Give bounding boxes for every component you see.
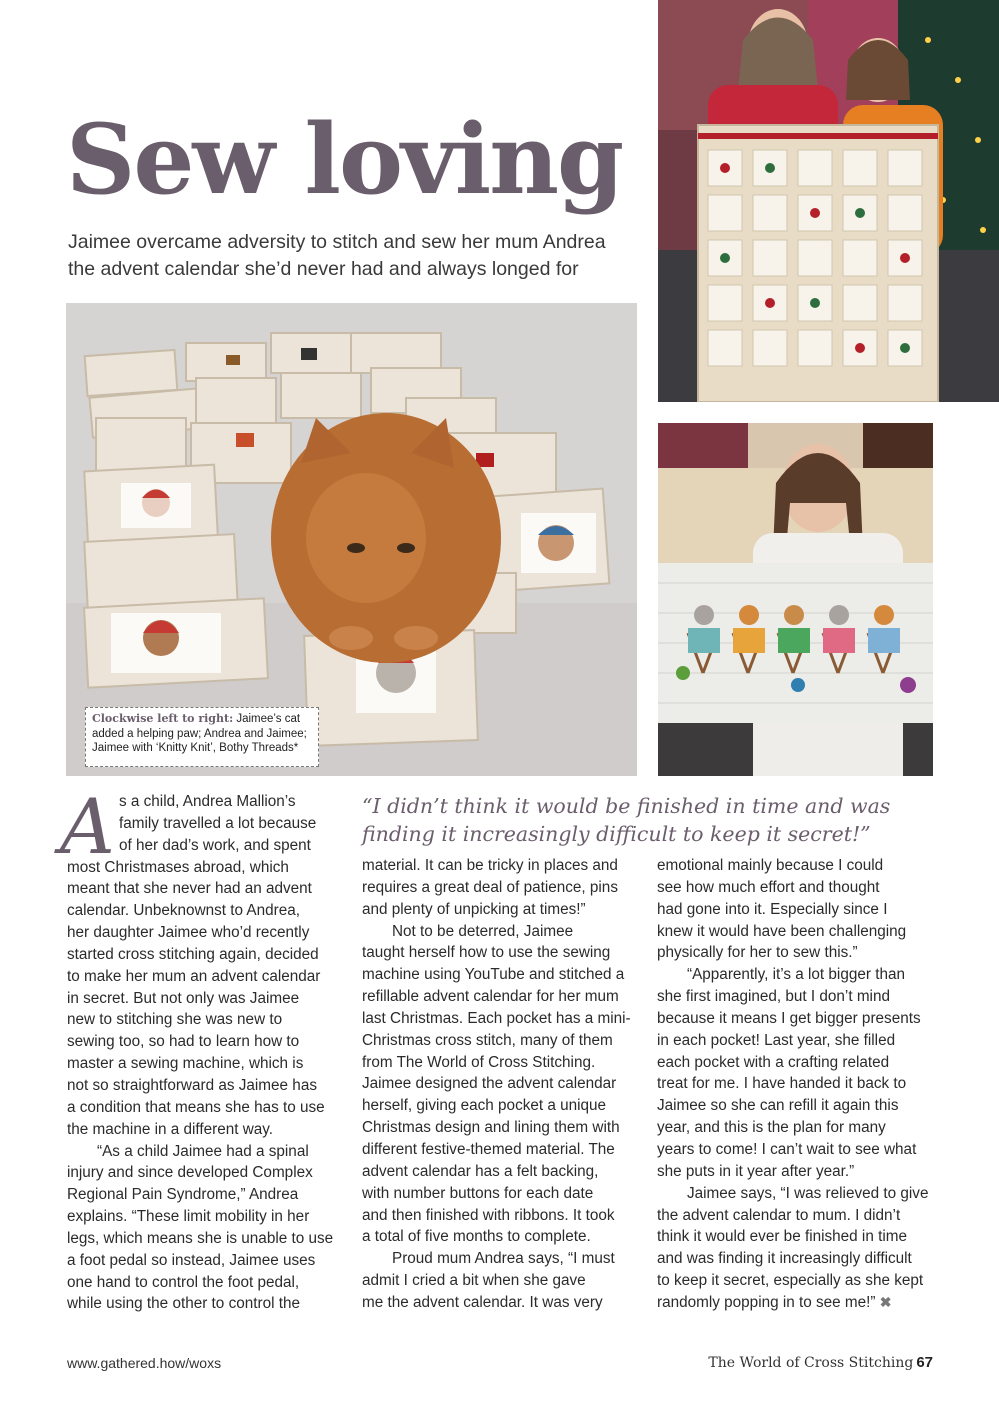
body-line: Christmas cross stitch, many of them	[362, 1031, 613, 1049]
body-line: she first imagined, but I don’t mind	[657, 988, 890, 1006]
standfirst-line: the advent calendar she’d never had and always longed for	[68, 258, 579, 280]
body-line: one hand to control the foot pedal,	[67, 1273, 300, 1291]
body-line: treat for me. I have handed it back to	[657, 1075, 907, 1093]
body-line: family travelled a lot because	[119, 814, 317, 832]
body-line: think it would ever be finished in time	[657, 1228, 907, 1246]
body-line: physically for her to sew this.”	[657, 944, 858, 962]
body-line: the machine in a different way.	[67, 1120, 274, 1138]
body-line: emotional mainly because I could	[657, 857, 884, 874]
body-line: started cross stitching again, decided	[67, 945, 319, 963]
body-line: Jaimee designed the advent calendar	[362, 1075, 617, 1093]
body-line: to make her mum an advent calendar	[67, 967, 321, 985]
body-line: because it means I get bigger presents	[657, 1009, 921, 1027]
body-line: the advent calendar to mum. I didn’t	[657, 1206, 901, 1224]
body-line: material. It can be tricky in places and	[362, 857, 618, 874]
body-line: her daughter Jaimee who’d recently	[67, 924, 310, 942]
body-line: Jaimee says, “I was relieved to give	[687, 1184, 929, 1202]
pull-quote-line: finding it increasingly difficult to keep it secret!”	[362, 822, 871, 846]
cat-advent-photo	[66, 303, 637, 776]
body-line: injury and since developed Complex	[67, 1164, 313, 1182]
body-line: Jaimee so she can refill it again this	[657, 1097, 899, 1115]
body-line: knew it would have been challenging	[657, 922, 907, 940]
body-line: herself, giving each pocket a unique	[362, 1097, 607, 1115]
body-line: new to stitching she was new to	[67, 1011, 283, 1029]
body-line: of her dad’s work, and spent	[119, 836, 311, 854]
caption-line: Jaimee with ‘Knitty Knit’, Bothy Threads*	[92, 742, 299, 754]
photo-caption	[85, 707, 319, 767]
body-column-3	[657, 855, 939, 1314]
body-line: in each pocket! Last year, she filled	[657, 1031, 896, 1049]
body-line: me the advent calendar. It was very	[362, 1293, 603, 1311]
footer-url: www.gathered.how/woxs	[67, 1355, 222, 1371]
body-line: master a sewing machine, which is	[67, 1055, 304, 1073]
body-column-2	[362, 855, 642, 1314]
body-line-text: randomly popping in to see me!”	[657, 1293, 876, 1311]
body-line: to keep it secret, especially as she kept	[657, 1272, 924, 1290]
footer-magazine	[708, 1354, 933, 1371]
body-line: most Christmases abroad, which	[67, 858, 289, 876]
body-line: last Christmas. Each pocket has a mini-	[362, 1009, 631, 1027]
pull-quote-line: “I didn’t think it would be finished in time and was	[362, 794, 891, 818]
body-line: while using the other to control the	[67, 1295, 300, 1313]
caption-lead: Clockwise left to right:	[92, 712, 234, 725]
body-line: machine using YouTube and stitched a	[362, 966, 625, 984]
body-line: and then finished with ribbons. It took	[362, 1206, 615, 1224]
body-line: from The World of Cross Stitching.	[362, 1053, 596, 1071]
standfirst	[68, 229, 608, 283]
body-line: and plenty of unpicking at times!”	[362, 900, 586, 918]
body-line: Christmas design and lining them with	[362, 1119, 620, 1137]
body-line: each pocket with a crafting related	[657, 1053, 890, 1071]
body-line: legs, which means she is unable to use	[67, 1229, 334, 1247]
body-line: had gone into it. Especially since I	[657, 900, 888, 918]
headline: Sew loving	[66, 103, 623, 216]
body-line: a condition that means she has to use	[67, 1098, 325, 1116]
body-line: a total of five months to complete.	[362, 1228, 591, 1246]
body-line: with number buttons for each date	[362, 1184, 594, 1202]
body-line: “As a child Jaimee had a spinal	[97, 1142, 309, 1160]
caption-line: added a helping paw; Andrea and Jaimee;	[92, 727, 307, 740]
body-line: different festive-themed material. The	[362, 1140, 615, 1158]
body-line: requires a great deal of patience, pins	[362, 878, 618, 896]
end-mark-icon: ✖	[879, 1293, 892, 1310]
jaimee-knitty-knit-photo	[658, 423, 933, 776]
body-line: s a child, Andrea Mallion’s	[119, 793, 296, 810]
body-line: taught herself how to use the sewing	[362, 944, 611, 962]
body-line: in secret. But not only was Jaimee	[67, 989, 300, 1007]
page-number: 67	[916, 1354, 933, 1371]
body-line-last	[657, 1292, 939, 1314]
body-line: year, and this is the plan for many	[657, 1119, 886, 1137]
body-line: admit I cried a bit when she gave	[362, 1272, 586, 1290]
body-column-1	[67, 791, 347, 1315]
body-line: and was finding it increasingly difficult	[657, 1250, 912, 1268]
pull-quote	[362, 792, 942, 848]
body-line: advent calendar has a felt backing,	[362, 1162, 599, 1180]
body-line: explains. “These limit mobility in her	[67, 1208, 310, 1226]
body-line: refillable advent calendar for her mum	[362, 988, 619, 1006]
body-line: “Apparently, it’s a lot bigger than	[687, 966, 905, 984]
body-line: years to come! I can’t wait to see what	[657, 1140, 917, 1158]
body-line: Proud mum Andrea says, “I must	[392, 1250, 615, 1268]
body-line: sewing too, so had to learn how to	[67, 1033, 300, 1051]
body-line: Not to be deterred, Jaimee	[392, 922, 574, 940]
body-line: meant that she never had an advent	[67, 880, 312, 898]
body-line: Regional Pain Syndrome,” Andrea	[67, 1186, 299, 1204]
body-line: see how much effort and thought	[657, 878, 880, 896]
body-line: not so straightforward as Jaimee has	[67, 1076, 317, 1094]
standfirst-line: Jaimee overcame adversity to stitch and sew her mum Andrea	[68, 231, 606, 253]
body-line: she puts in it year after year.”	[657, 1162, 855, 1180]
caption-line: Jaimee’s cat	[236, 713, 301, 725]
drop-cap: A	[60, 782, 115, 871]
magazine-name: The World of Cross Stitching	[708, 1355, 914, 1371]
andrea-jaimee-photo	[658, 0, 999, 402]
body-line: a foot pedal so instead, Jaimee uses	[67, 1251, 316, 1269]
body-line: calendar. Unbeknownst to Andrea,	[67, 902, 301, 920]
